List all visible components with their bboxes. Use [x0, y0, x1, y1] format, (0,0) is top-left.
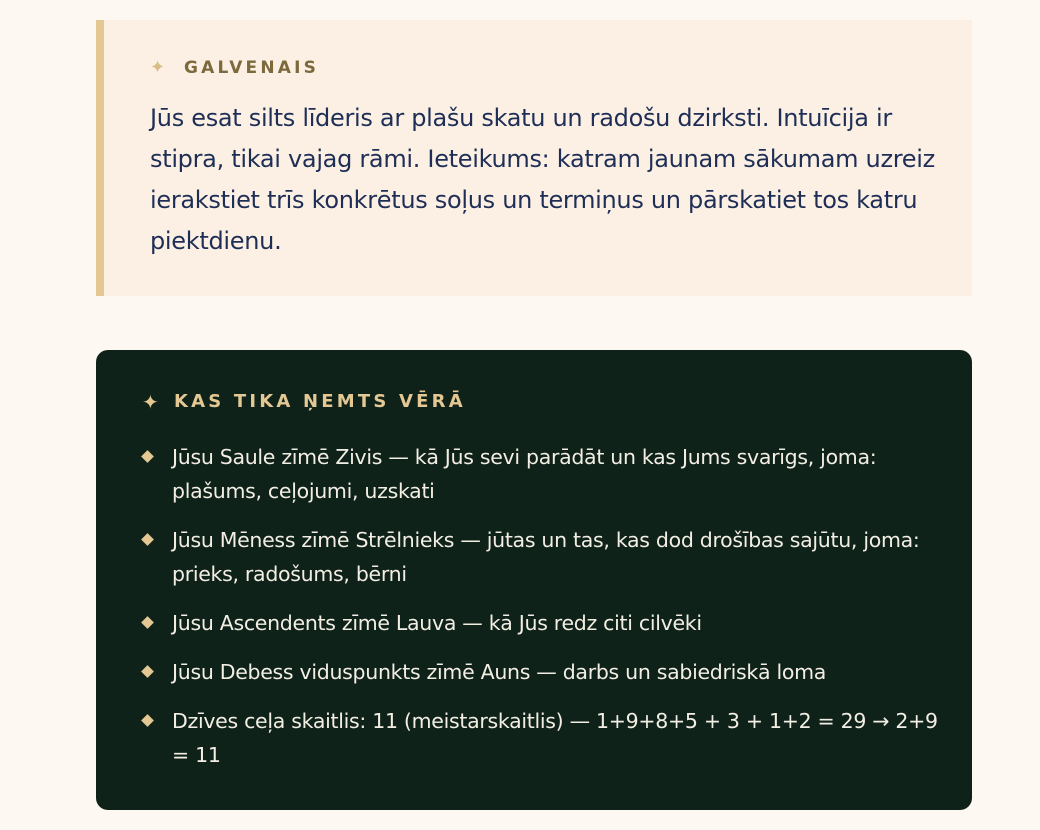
diamond-bullet-icon [141, 450, 154, 463]
diamond-bullet-icon [141, 616, 154, 629]
list-item [138, 606, 938, 640]
list-item-text: Dzīves ceļa skaitlis: 11 (meistarskaitlis) — 1+9+8+5 + 3 + 1+2 = 29 → 2+9 = 11 [172, 709, 938, 767]
sparkle-icon: ✦ [142, 389, 159, 414]
list-item [138, 704, 938, 772]
summary-callout [96, 20, 972, 296]
list-item-text: Jūsu Ascendents zīmē Lauva — kā Jūs redz citi cilvēki [172, 611, 702, 635]
factors-label: KAS TIKA ŅEMTS VĒRĀ [174, 391, 466, 412]
diamond-bullet-icon [141, 714, 154, 727]
list-item [138, 440, 938, 508]
factors-header [142, 391, 466, 412]
list-item-text: Jūsu Mēness zīmē Strēlnieks — jūtas un tas, kas dod drošības sajūtu, joma: prieks, radošums, bērni [172, 528, 920, 586]
summary-header [150, 58, 319, 78]
list-item-text: Jūsu Debess viduspunkts zīmē Auns — darbs un sabiedriskā loma [172, 660, 827, 684]
list-item-text: Jūsu Saule zīmē Zivis — kā Jūs sevi parādāt un kas Jums svarīgs, joma: plašums, ceļojumi, uzskati [172, 445, 877, 503]
factors-card [96, 350, 972, 810]
diamond-bullet-icon [141, 533, 154, 546]
diamond-bullet-icon [141, 665, 154, 678]
summary-label: GALVENAIS [184, 58, 320, 78]
list-item [138, 655, 938, 689]
summary-text: Jūs esat silts līderis ar plašu skatu un radošu dzirksti. Intuīcija ir stipra, tikai vajag rāmi. Ieteikums: katram jaunam sākumam uzreiz ierakstiet trīs konkrētus soļus un termiņus un pārskatiet tos katru piektdienu. [150, 104, 935, 255]
sparkle-icon: ✦ [150, 57, 166, 78]
list-item [138, 523, 938, 591]
factors-list [138, 440, 938, 787]
